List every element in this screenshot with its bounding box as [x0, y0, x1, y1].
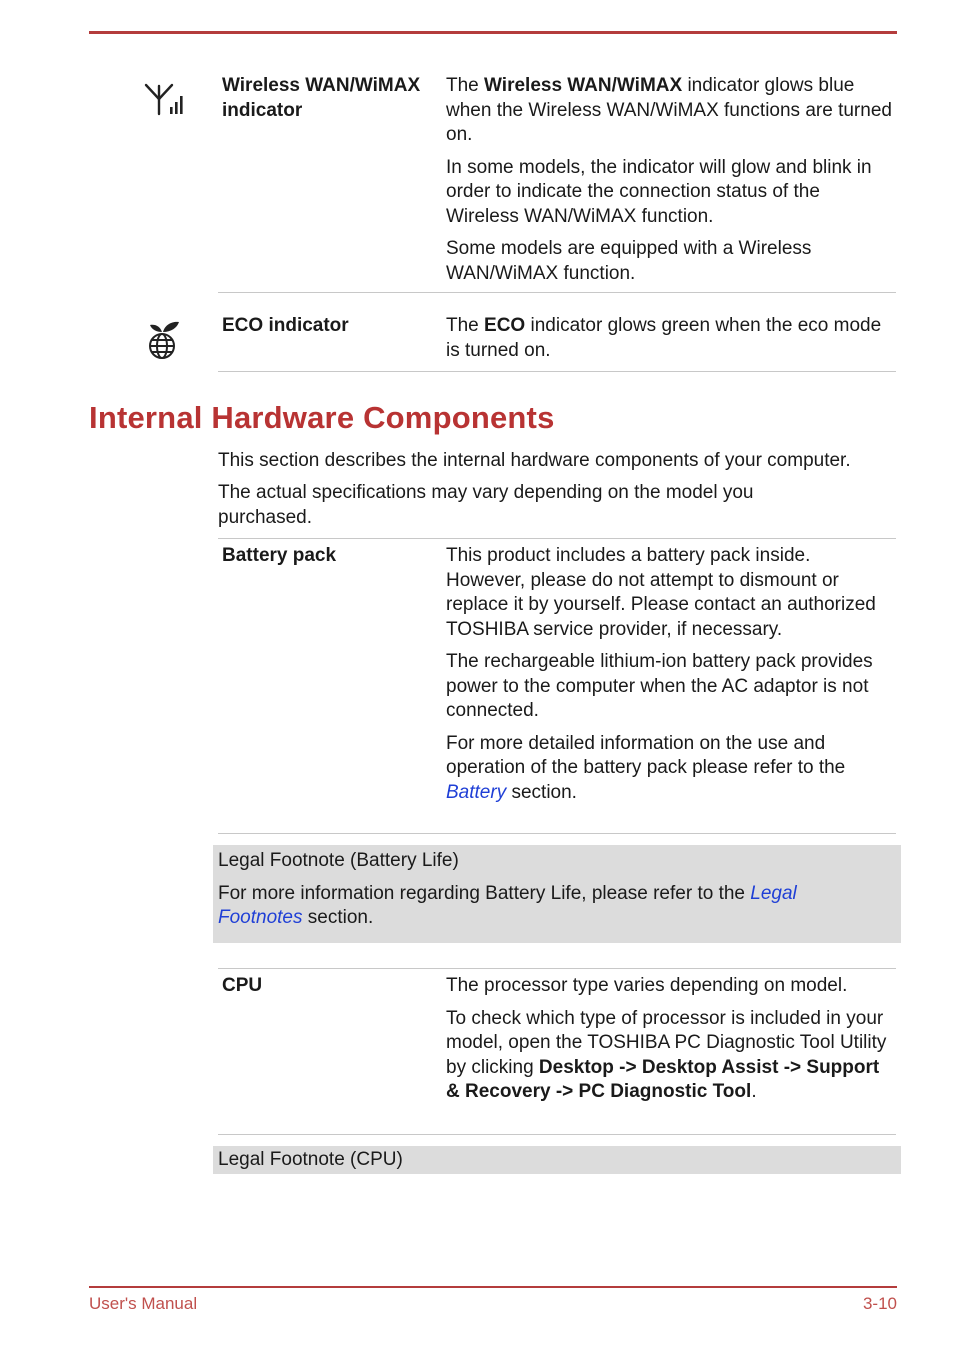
row-divider — [218, 292, 896, 293]
legal-footnote-cpu-box — [213, 1146, 901, 1174]
wwan-indicator-description — [446, 74, 894, 294]
row-divider — [218, 833, 896, 834]
header-rule — [89, 31, 897, 34]
eco-desc-p1: The ECO indicator glows green when the eco mode is turned on. — [446, 315, 882, 361]
eco-indicator-description — [446, 314, 894, 371]
legal-footnotes-link[interactable]: Legal Footnotes — [218, 882, 797, 928]
battery-pack-label: Battery pack — [222, 545, 337, 566]
section-intro-1: This section describes the internal hardware components of your computer. — [218, 450, 851, 471]
battery-pack-description — [446, 544, 894, 813]
row-divider — [218, 968, 896, 969]
battery-desc-p3: For more detailed information on the use and operation of the battery pack please refer to the Battery section. — [446, 732, 846, 803]
legal-footnote-battery-body: For more information regarding Battery Life, please refer to the Legal Footnotes section. — [218, 882, 797, 928]
battery-link[interactable]: Battery — [446, 781, 507, 803]
row-divider — [218, 1134, 896, 1135]
cpu-description — [446, 974, 894, 1113]
footer-page-number: 3-10 — [862, 1294, 897, 1313]
legal-footnote-battery-title: Legal Footnote (Battery Life) — [218, 850, 459, 871]
row-divider — [218, 371, 896, 372]
battery-desc-p2: The rechargeable lithium-ion battery pack provides power to the computer when the AC adaptor is not connected. — [446, 651, 873, 721]
antenna-signal-icon — [143, 82, 185, 123]
row-divider — [218, 538, 896, 539]
battery-desc-p1: This product includes a battery pack inside. However, please do not attempt to dismount or replace it by yourself. Please contact an authorized TOSHIBA service provider, if necessary. — [446, 545, 876, 640]
cpu-label: CPU — [222, 975, 263, 996]
cpu-desc-p1: The processor type varies depending on model. — [446, 975, 848, 996]
wwan-indicator-label: Wireless WAN/WiMAX indicator — [222, 75, 421, 121]
wwan-desc-p2: In some models, the indicator will glow and blink in order to indicate the connection status of the Wireless WAN/WiMAX function. — [446, 156, 872, 227]
cpu-desc-p2: To check which type of processor is included in your model, open the TOSHIBA PC Diagnostic Tool Utility by clicking Desktop -> Desktop Assist -> Support & Recovery -> PC Diagnostic Tool. — [446, 1007, 887, 1102]
eco-leaf-globe-icon — [145, 318, 181, 365]
footer-rule — [89, 1286, 897, 1288]
section-intro-2: The actual specifications may vary depending on the model you purchased. — [218, 482, 754, 528]
wwan-desc-p3: Some models are equipped with a Wireless WAN/WiMAX function. — [446, 238, 812, 284]
section-title: Internal Hardware Components — [89, 400, 555, 435]
legal-footnote-battery-box — [213, 845, 901, 943]
legal-footnote-cpu-title: Legal Footnote (CPU) — [218, 1149, 403, 1170]
wwan-desc-p1: The Wireless WAN/WiMAX indicator glows blue when the Wireless WAN/WiMAX functions are turned on. — [446, 75, 892, 145]
eco-indicator-label: ECO indicator — [222, 315, 349, 336]
footer-manual-title: User's Manual — [89, 1294, 198, 1313]
